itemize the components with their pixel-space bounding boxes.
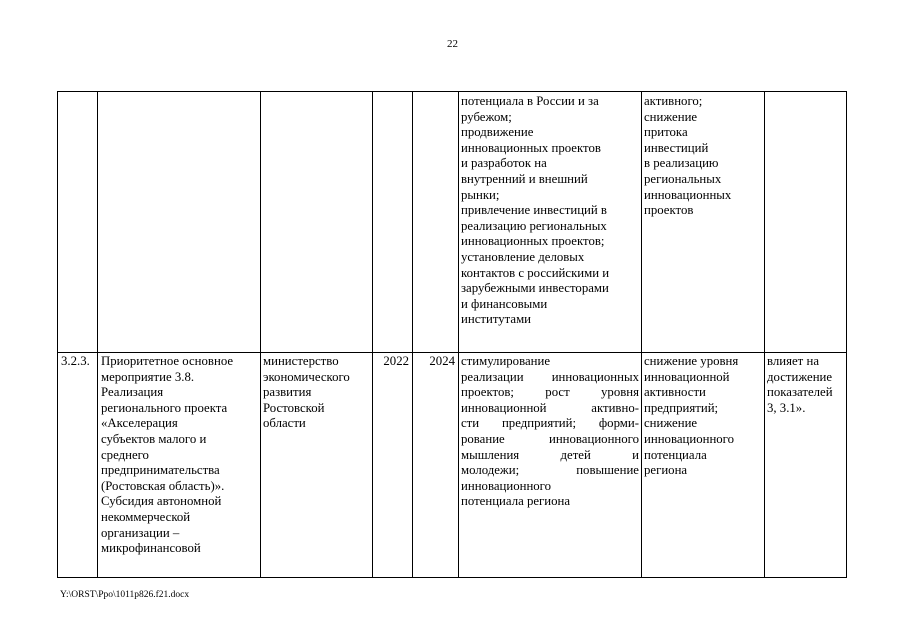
result-line: потенциала региона — [461, 494, 571, 509]
result-line: стимулирование — [461, 354, 551, 368]
row2-consequences-cell: снижение уровня инновационной активности предприятий; снижение инновационного потенциала региона — [644, 354, 739, 478]
row2-number-cell: 3.2.3. — [61, 354, 90, 368]
measures-table — [57, 91, 847, 578]
row2-executor-cell: министерство экономического развития Ростовской области — [263, 354, 350, 431]
column-divider — [97, 92, 98, 577]
row2-start-year-cell: 2022 — [383, 354, 409, 368]
column-divider — [412, 92, 413, 577]
column-divider — [764, 92, 765, 577]
row1-result-cell: потенциала в России и за рубежом; продвижение инновационных проектов и разработок на внутренний и внешний рынки; привлечение инвестиций в реализацию региональных инновационных проектов; установление деловых контактов с российскими и зарубежными инвесторами и финансовыми институтами — [461, 94, 610, 327]
result-line: молодежи; повышение — [461, 463, 639, 478]
column-divider — [372, 92, 373, 577]
column-divider — [458, 92, 459, 577]
footer-file-path: Y:\ORST\Ppo\1011p826.f21.docx — [60, 590, 190, 600]
row2-link-cell: влияет на достижение показателей 3, 3.1». — [767, 354, 833, 415]
result-line: сти предприятий; форми- — [461, 416, 639, 431]
row1-consequences-cell: активного; снижение притока инвестиций в реализацию региональных инновационных проектов — [644, 94, 732, 218]
result-line: инновационной активно- — [461, 400, 639, 415]
row2-result-cell — [461, 354, 639, 510]
row2-measure-name-cell: Приоритетное основное мероприятие 3.8. Реализация регионального проекта «Акселерация субъектов малого и среднего предпринимательства (Ростовская область)». Субсидия автономной некоммерческой организации – микрофинансовой — [101, 354, 234, 556]
result-line: проектов; рост уровня — [461, 385, 639, 400]
result-line: рование инновационного — [461, 431, 639, 446]
result-line: мышления детей и — [461, 447, 639, 462]
row2-end-year-cell: 2024 — [429, 354, 455, 368]
column-divider — [260, 92, 261, 577]
row-divider — [58, 352, 846, 353]
result-line: инновационного — [461, 478, 552, 493]
result-line: реализации инновационных — [461, 369, 639, 384]
column-divider — [641, 92, 642, 577]
page-number: 22 — [447, 38, 458, 50]
